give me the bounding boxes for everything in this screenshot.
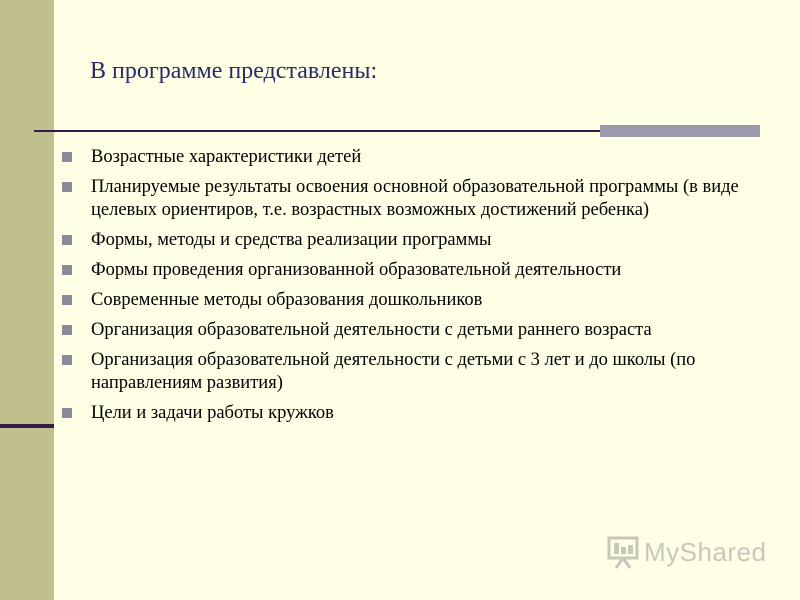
list-item <box>60 229 760 252</box>
presentation-board-icon <box>606 534 640 570</box>
square-bullet-icon <box>62 265 72 275</box>
list-item <box>60 259 760 282</box>
bullet-text: Возрастные характеристики детей <box>91 147 362 167</box>
square-bullet-icon <box>62 295 72 305</box>
watermark <box>606 534 767 570</box>
bullet-list <box>60 146 760 432</box>
list-item <box>60 349 760 395</box>
list-item <box>60 319 760 342</box>
title-divider-line <box>34 130 600 132</box>
list-item <box>60 176 760 222</box>
bullet-text: Современные методы образования дошкольников <box>91 290 483 310</box>
list-item <box>60 289 760 312</box>
square-bullet-icon <box>62 235 72 245</box>
title-divider-block <box>600 125 760 137</box>
square-bullet-icon <box>62 408 72 418</box>
square-bullet-icon <box>62 355 72 365</box>
bullet-text: Формы проведения организованной образовательной деятельности <box>91 260 622 280</box>
bullet-text: Организация образовательной деятельности с детьми с 3 лет и до школы (по направлениям развития) <box>91 350 696 393</box>
bullet-text: Формы, методы и средства реализации программы <box>91 230 492 250</box>
bullet-text: Планируемые результаты освоения основной образовательной программы (в виде целевых ориентиров, т.е. возрастных возможных достижений ребенка) <box>91 177 739 220</box>
bullet-text: Организация образовательной деятельности с детьми раннего возраста <box>91 320 652 340</box>
list-item <box>60 146 760 169</box>
left-decorative-band <box>0 0 54 600</box>
bullet-text: Цели и задачи работы кружков <box>91 403 334 423</box>
left-band-accent-line <box>0 424 54 428</box>
square-bullet-icon <box>62 182 72 192</box>
watermark-text: MyShared <box>644 536 767 567</box>
list-item <box>60 402 760 425</box>
square-bullet-icon <box>62 325 72 335</box>
square-bullet-icon <box>62 152 72 162</box>
slide-title: В программе представлены: <box>90 58 378 84</box>
